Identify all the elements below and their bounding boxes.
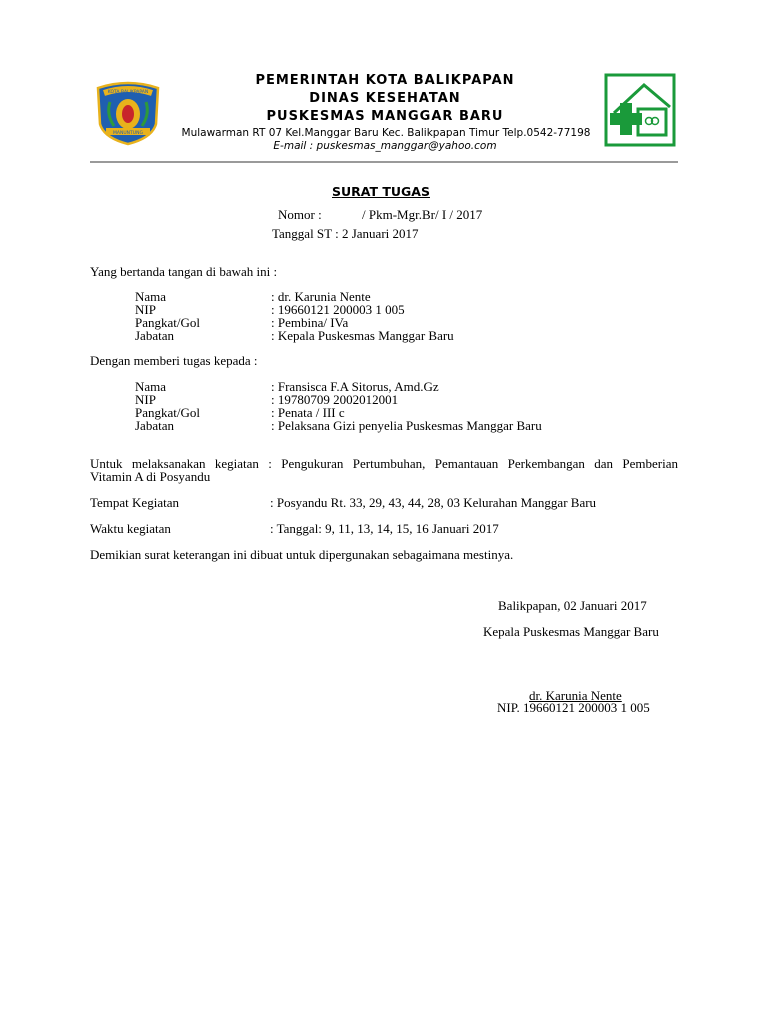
header-puskesmas: PUSKESMAS MANGGAR BARU	[266, 109, 504, 124]
signature-nip: NIP. 19660121 200003 1 005	[497, 700, 650, 715]
kegiatan-line-1: Untuk melaksanakan kegiatan : Pengukuran Pertumbuhan, Pemantauan Perkembangan dan Pemberian	[90, 456, 678, 471]
assign-intro-text: Dengan memberi tugas kepada :	[90, 353, 258, 368]
signer-details: Nama : dr. Karunia Nente NIP : 19660121 200003 1 005 Pangkat/Gol : Pembina/ IVa Jabatan : Kepala Puskesmas Manggar Baru	[135, 289, 454, 343]
header-divider	[90, 161, 678, 163]
nomor-value: / Pkm-Mgr.Br/ I / 2017	[362, 207, 483, 222]
header-department: DINAS KESEHATAN	[309, 91, 461, 106]
document-title: SURAT TUGAS	[332, 184, 430, 199]
waktu-value: : Tanggal: 9, 11, 13, 14, 15, 16 Januari 2017	[270, 521, 499, 536]
puskesmas-logo	[604, 73, 676, 147]
nomor-label: Nomor :	[278, 207, 322, 222]
kota-balikpapan-logo	[92, 80, 164, 146]
closing-text: Demikian surat keterangan ini dibuat untuk dipergunakan sebagaimana mestinya.	[90, 547, 514, 562]
signature-position: Kepala Puskesmas Manggar Baru	[483, 624, 659, 639]
svg-text:MANUNTUNG: MANUNTUNG	[113, 131, 143, 136]
header-email: E-mail : puskesmas_manggar@yahoo.com	[273, 140, 497, 152]
svg-text:KOTA BALIKPAPAN: KOTA BALIKPAPAN	[107, 90, 149, 95]
tanggal-st: Tanggal ST : 2 Januari 2017	[272, 226, 419, 241]
header-address: Mulawarman RT 07 Kel.Manggar Baru Kec. Balikpapan Timur Telp.0542-77198	[181, 127, 591, 139]
signature-place-date: Balikpapan, 02 Januari 2017	[498, 598, 647, 613]
kegiatan-line-2: Vitamin A di Posyandu	[90, 469, 211, 484]
signature-name: dr. Karunia Nente	[529, 688, 622, 703]
waktu-label: Waktu kegiatan	[90, 521, 171, 536]
intro-text: Yang bertanda tangan di bawah ini :	[90, 264, 278, 279]
header-government: PEMERINTAH KOTA BALIKPAPAN	[255, 73, 515, 88]
assignee-details: Nama : Fransisca F.A Sitorus, Amd.Gz NIP : 19780709 2002012001 Pangkat/Gol : Penata / III c Jabatan : Pelaksana Gizi penyelia Puskesmas Manggar Baru	[135, 379, 542, 433]
tempat-value: : Posyandu Rt. 33, 29, 43, 44, 28, 03 Kelurahan Manggar Baru	[270, 495, 597, 510]
tempat-label: Tempat Kegiatan	[90, 495, 179, 510]
